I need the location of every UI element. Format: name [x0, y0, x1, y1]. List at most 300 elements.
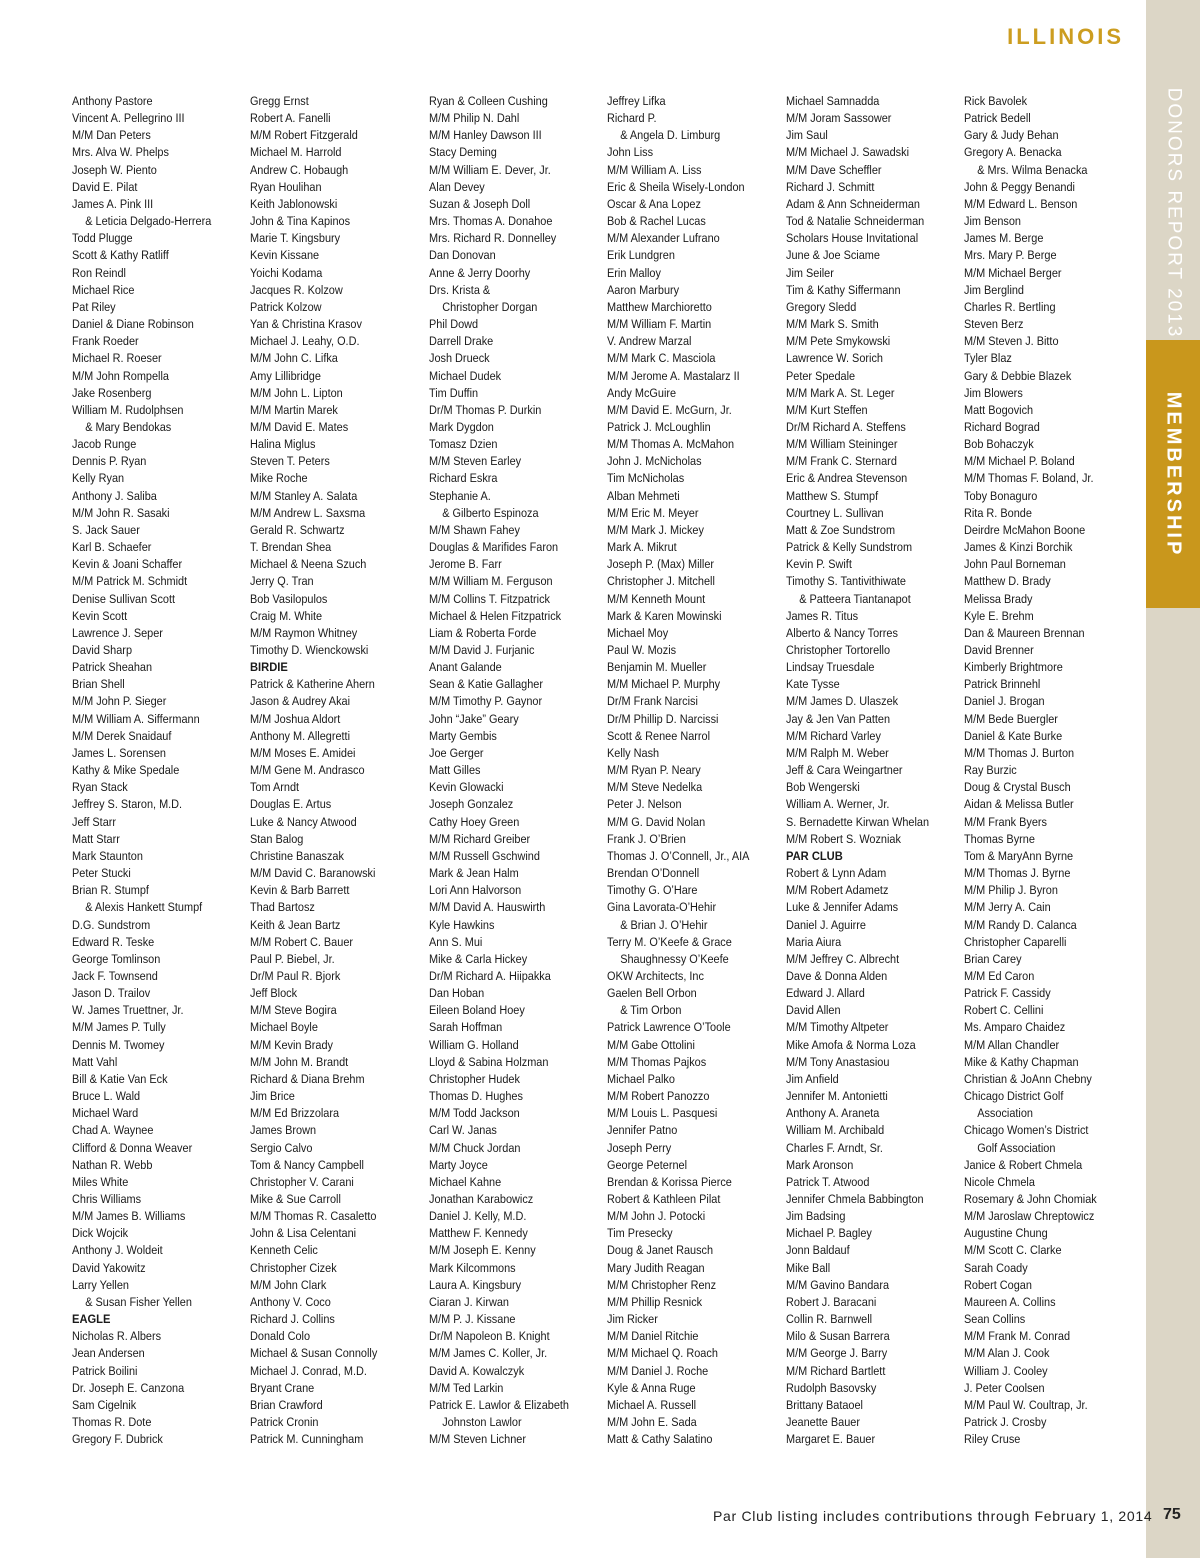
donor-name: M/M John M. Brandt — [250, 1054, 349, 1069]
donor-name: Riley Cruse — [964, 1432, 1021, 1447]
donor-name: Mrs. Mary P. Berge — [964, 248, 1057, 263]
donor-name: Jennifer M. Antonietti — [786, 1089, 888, 1104]
donor-name: M/M Philip J. Byron — [964, 883, 1058, 898]
donor-name: Dr/M Thomas P. Durkin — [429, 402, 542, 417]
donor-name: Frank Roeder — [72, 334, 139, 349]
donor-name: John & Peggy Benandi — [964, 179, 1075, 194]
donor-name: Richard J. Schmitt — [786, 179, 875, 194]
donor-name: M/M Tony Anastasiou — [786, 1054, 890, 1069]
donor-name: David A. Kowalczyk — [429, 1363, 525, 1378]
donor-name: Jonn Baldauf — [786, 1243, 850, 1258]
donor-name: David E. Pilat — [72, 179, 138, 194]
donor-name: Michael & Neena Szuch — [250, 557, 367, 572]
donor-name: Anthony V. Coco — [250, 1294, 331, 1309]
donor-name: Michael Moy — [607, 625, 669, 640]
donor-name: James Brown — [250, 1123, 317, 1138]
donor-name: Alban Mehmeti — [607, 488, 680, 503]
donor-name: Matthew F. Kennedy — [429, 1226, 528, 1241]
donor-name: Dr/M Richard A. Hiipakka — [429, 968, 551, 983]
donor-name: Janice & Robert Chmela — [964, 1157, 1083, 1172]
donor-name: Kevin Glowacki — [429, 780, 504, 795]
donor-name: M/M John Rompella — [72, 368, 169, 383]
donor-name: Christopher J. Mitchell — [607, 574, 715, 589]
donor-name: Eric & Sheila Wisely-London — [607, 179, 745, 194]
donor-name: Maria Aiura — [786, 934, 842, 949]
donor-name: M/M John L. Lipton — [250, 385, 343, 400]
donor-name: Jason D. Trailov — [72, 986, 151, 1001]
report-title: DONORS REPORT 2013 — [1163, 87, 1184, 339]
donor-name: Patrick Cronin — [250, 1415, 319, 1430]
donor-name: Erin Malloy — [607, 265, 661, 280]
donor-name: Douglas E. Artus — [250, 797, 332, 812]
donor-name: Courtney L. Sullivan — [786, 505, 884, 520]
donor-name: Milo & Susan Barrera — [786, 1329, 890, 1344]
donor-name: Joe Gerger — [429, 745, 484, 760]
donor-name: M/M Timothy P. Gaynor — [429, 694, 543, 709]
donor-name: Tyler Blaz — [964, 351, 1012, 366]
donor-name: Patrick & Kelly Sundstrom — [786, 540, 913, 555]
donor-name: Jacques R. Kolzow — [250, 282, 343, 297]
donor-name: Alberto & Nancy Torres — [786, 625, 898, 640]
donor-name: Lloyd & Sabina Holzman — [429, 1054, 549, 1069]
donor-name: M/M John R. Sasaki — [72, 505, 170, 520]
donor-name: Matt Vahl — [72, 1054, 118, 1069]
donor-name: Mike & Kathy Chapman — [964, 1054, 1079, 1069]
donor-name: Tomasz Dzien — [429, 437, 498, 452]
donor-name: OKW Architects, Inc — [607, 968, 704, 983]
donor-name: Chris Williams — [72, 1192, 142, 1206]
donor-name: Dennis P. Ryan — [72, 454, 147, 469]
donor-name: & Tim Orbon — [620, 1003, 682, 1018]
donor-name: M/M Ralph M. Weber — [786, 745, 889, 760]
donor-name: M/M Daniel J. Roche — [607, 1363, 709, 1378]
donor-name: Gregg Ernst — [250, 94, 309, 108]
donor-name: M/M Jerry A. Cain — [964, 900, 1051, 915]
donor-name: M/M Ed Brizzolara — [250, 1106, 340, 1121]
donor-name: Suzan & Joseph Doll — [429, 196, 531, 211]
donor-name: David Brenner — [964, 643, 1034, 657]
donor-name: Mike & Sue Carroll — [250, 1192, 341, 1206]
donor-name: M/M Joshua Aldort — [250, 711, 341, 726]
donor-name: Robert Cogan — [964, 1277, 1032, 1292]
donor-name: Laura A. Kingsbury — [429, 1277, 522, 1292]
donor-name: Jacob Runge — [72, 437, 137, 452]
donor-name: Anne & Jerry Doorhy — [429, 265, 531, 280]
donor-name: Matthew D. Brady — [964, 574, 1051, 589]
state-heading: ILLINOIS — [1007, 24, 1124, 49]
donor-name: Nicholas R. Albers — [72, 1329, 162, 1344]
donor-name: Michael A. Russell — [607, 1397, 697, 1412]
donor-name: M/M Jaroslaw Chreptowicz — [964, 1209, 1095, 1224]
donor-name: Andrew C. Hobaugh — [250, 162, 349, 177]
donor-name: M/M Allan Chandler — [964, 1037, 1060, 1052]
donor-name: M/M Jerome A. Mastalarz II — [607, 368, 740, 383]
donor-name: Rick Bavolek — [964, 94, 1028, 108]
donor-name: Marie T. Kingsbury — [250, 231, 341, 246]
donor-name: Jonathan Karabowicz — [429, 1192, 534, 1206]
donor-name: M/M Mark J. Mickey — [607, 522, 704, 537]
donor-name: Daniel & Diane Robinson — [72, 317, 194, 332]
donor-name: M/M William E. Dever, Jr. — [429, 162, 551, 177]
donor-name: M/M John Clark — [250, 1277, 327, 1292]
donor-name: Dan & Maureen Brennan — [964, 625, 1085, 640]
donor-name: M/M Robert Fitzgerald — [250, 128, 358, 143]
donor-name: Peter Spedale — [786, 368, 856, 383]
donor-name: Ray Burzic — [964, 763, 1017, 778]
donor-name: Daniel J. Aguirre — [786, 917, 867, 932]
donor-name: M/M Steven J. Bitto — [964, 334, 1059, 349]
footer-note: Par Club listing includes contributions through February 1, 2014 — [713, 1508, 1153, 1524]
donor-name: Scott & Renee Narrol — [607, 728, 711, 743]
donor-name: Mary Judith Reagan — [607, 1260, 705, 1275]
donor-name: Toby Bonaguro — [964, 488, 1038, 503]
donor-name: M/M James B. Williams — [72, 1209, 186, 1224]
donor-name: M/M Michael P. Murphy — [607, 677, 721, 692]
donor-name: Christine Banaszak — [250, 848, 344, 863]
donor-name: M/M Robert S. Wozniak — [786, 831, 901, 846]
donor-name: M/M Todd Jackson — [429, 1106, 520, 1121]
donor-name: Mark Staunton — [72, 848, 143, 863]
donor-name: M/M David E. McGurn, Jr. — [607, 402, 732, 417]
donor-column-2 — [250, 93, 428, 1448]
donor-name: M/M Michael Q. Roach — [607, 1346, 718, 1361]
donor-name: Sarah Hoffman — [429, 1020, 503, 1035]
donor-name: Adam & Ann Schneiderman — [786, 196, 920, 211]
donor-name: Carl W. Janas — [429, 1123, 497, 1138]
donor-name: Tod & Natalie Schneiderman — [786, 214, 925, 229]
donor-name: Lawrence J. Seper — [72, 625, 163, 640]
donor-name: Thomas R. Dote — [72, 1415, 152, 1430]
donor-name: Drs. Krista & — [429, 282, 491, 297]
donor-name: M/M Frank Byers — [964, 814, 1048, 829]
donor-name: William M. Archibald — [786, 1123, 885, 1138]
donor-name: M/M Thomas J. Burton — [964, 745, 1075, 760]
donor-name: Thomas Byrne — [964, 831, 1035, 846]
donor-name: Kyle & Anna Ruge — [607, 1380, 696, 1395]
donor-name: Jeff Starr — [72, 814, 117, 829]
donor-name: Larry Yellen — [72, 1277, 129, 1292]
donor-column-1 — [72, 93, 250, 1448]
donor-name: M/M Kevin Brady — [250, 1037, 334, 1052]
donor-name: Keith & Jean Bartz — [250, 917, 341, 932]
donor-name: M/M John J. Potocki — [607, 1209, 706, 1224]
donor-name: Ron Reindl — [72, 265, 126, 280]
donor-name: John “Jake” Geary — [429, 711, 519, 726]
donor-name: Chad A. Waynee — [72, 1123, 154, 1138]
donor-name: Rosemary & John Chomiak — [964, 1192, 1097, 1206]
donor-name: Mrs. Richard R. Donnelley — [429, 231, 557, 246]
page-number: 75 — [1163, 1506, 1181, 1523]
donor-name: Gary & Debbie Blazek — [964, 368, 1072, 383]
donor-name: Joseph P. (Max) Miller — [607, 557, 715, 572]
donor-name: John & Lisa Celentani — [250, 1226, 357, 1241]
donor-name: M/M G. David Nolan — [607, 814, 706, 829]
donor-name: Joseph Gonzalez — [429, 797, 514, 812]
donor-name: Stacy Deming — [429, 145, 497, 160]
donor-name: M/M Andrew L. Saxsma — [250, 505, 366, 520]
donor-name: Jim Seiler — [786, 265, 834, 280]
donor-name: Vincent A. Pellegrino III — [72, 111, 185, 126]
donor-name: Bob Bohaczyk — [964, 437, 1034, 452]
donor-name: M/M Hanley Dawson III — [429, 128, 542, 143]
donor-name: Michael Rice — [72, 282, 135, 297]
donor-name: Jennifer Chmela Babbington — [786, 1192, 924, 1206]
donor-name: John Paul Borneman — [964, 557, 1066, 572]
donor-name: Dr/M Phillip D. Narcissi — [607, 711, 719, 726]
section-heading: PAR CLUB — [786, 848, 843, 863]
donor-name: Michael Palko — [607, 1071, 675, 1086]
donor-name: David Sharp — [72, 643, 133, 657]
donor-name: & Angela D. Limburg — [620, 128, 721, 143]
donor-name: Johnston Lawlor — [442, 1415, 522, 1430]
donor-name: Jack F. Townsend — [72, 968, 158, 983]
donor-name: M/M Thomas A. McMahon — [607, 437, 735, 452]
donor-name: M/M Daniel Ritchie — [607, 1329, 699, 1344]
donor-name: Kenneth Celic — [250, 1243, 318, 1258]
donor-name: Matt & Zoe Sundstrom — [786, 522, 896, 537]
donor-name: Tim McNicholas — [607, 471, 685, 486]
donor-name: Anant Galande — [429, 660, 502, 675]
donor-name: Jim Berglind — [964, 282, 1025, 297]
donor-name: Richard & Diana Brehm — [250, 1071, 365, 1086]
donor-name: M/M Ed Caron — [964, 968, 1035, 983]
donor-name: David Allen — [786, 1003, 841, 1018]
donor-name: Matt Bogovich — [964, 402, 1034, 417]
donor-name: M/M David A. Hauswirth — [429, 900, 546, 915]
donor-name: Tom & MaryAnn Byrne — [964, 848, 1074, 863]
donor-name: Brian Crawford — [250, 1397, 323, 1412]
donor-name: Sam Cigelnik — [72, 1397, 137, 1412]
donor-name: M/M Moses E. Amidei — [250, 745, 356, 760]
donor-name: Jim Saul — [786, 128, 828, 143]
donor-name: Mike Ball — [786, 1260, 831, 1275]
donor-name: Gerald R. Schwartz — [250, 522, 345, 537]
donor-name: Ann S. Mui — [429, 934, 483, 949]
donor-name: Gaelen Bell Orbon — [607, 986, 697, 1001]
donor-name: Jim Brice — [250, 1089, 295, 1104]
donor-name: M/M Dan Peters — [72, 128, 151, 143]
donor-name: Andy McGuire — [607, 385, 677, 400]
donor-name: Phil Dowd — [429, 317, 479, 332]
donor-name: Kevin Scott — [72, 608, 128, 623]
donor-name: Brendan & Korissa Pierce — [607, 1174, 732, 1189]
donor-name: M/M Stanley A. Salata — [250, 488, 358, 503]
donor-name: M/M David C. Baranowski — [250, 866, 376, 881]
donor-name: Cathy Hoey Green — [429, 814, 520, 829]
donor-name: M/M Alexander Lufrano — [607, 231, 720, 246]
donor-name: Scott & Kathy Ratliff — [72, 248, 169, 263]
donor-name: M/M Steven Earley — [429, 454, 522, 469]
donor-name: Christopher Dorgan — [442, 299, 538, 314]
donor-name: M/M P. J. Kissane — [429, 1312, 516, 1327]
donor-name: William J. Cooley — [964, 1363, 1048, 1378]
donor-name: & Gilberto Espinoza — [442, 505, 539, 520]
donor-name: M/M Christopher Renz — [607, 1277, 717, 1292]
donor-name: Scholars House Invitational — [786, 231, 919, 246]
donor-name: M/M George J. Barry — [786, 1346, 888, 1361]
donor-name: Anthony Pastore — [72, 94, 153, 108]
donor-name: Michael Ward — [72, 1106, 139, 1121]
donor-name: M/M Paul W. Coultrap, Jr. — [964, 1397, 1088, 1412]
donor-name: Edward J. Allard — [786, 986, 865, 1001]
donor-name: James M. Berge — [964, 231, 1044, 246]
donor-name: Mark Kilcommons — [429, 1260, 516, 1275]
donor-name: M/M Alan J. Cook — [964, 1346, 1050, 1361]
donor-name: M/M David J. Furjanic — [429, 643, 535, 657]
donor-name: Thomas J. O’Connell, Jr., AIA — [607, 848, 750, 863]
donor-name: & Brian J. O’Hehir — [620, 917, 708, 932]
donor-name: Denise Sullivan Scott — [72, 591, 176, 606]
donor-name: Edward R. Teske — [72, 934, 155, 949]
donor-name: Richard Bograd — [964, 419, 1040, 434]
donor-name: Jeffrey Lifka — [607, 94, 666, 108]
donor-name: M/M Richard Greiber — [429, 831, 531, 846]
donor-name: Stan Balog — [250, 831, 304, 846]
donor-name: Timothy G. O’Hare — [607, 883, 698, 898]
donor-name: M/M Michael J. Sawadski — [786, 145, 910, 160]
donor-name: Frank J. O’Brien — [607, 831, 686, 846]
donor-name: Gary & Judy Behan — [964, 128, 1059, 143]
donor-name: S. Jack Sauer — [72, 522, 140, 537]
donor-name: T. Brendan Shea — [250, 540, 332, 555]
donor-name: Thomas D. Hughes — [429, 1089, 523, 1104]
donor-name: Christopher Caparelli — [964, 934, 1067, 949]
donor-name: Anthony A. Araneta — [786, 1106, 880, 1121]
donor-name: George Peternel — [607, 1157, 688, 1172]
donor-name: M/M Robert C. Bauer — [250, 934, 354, 949]
donor-name: Michael M. Harrold — [250, 145, 342, 160]
donor-name: Gregory A. Benacka — [964, 145, 1062, 160]
donor-name: Rudolph Basovsky — [786, 1380, 877, 1395]
donor-name: M/M Gavino Bandara — [786, 1277, 890, 1292]
donor-name: Shaughnessy O’Keefe — [620, 951, 729, 966]
donor-name: & Alexis Hankett Stumpf — [85, 900, 203, 915]
donor-name: Craig M. White — [250, 608, 323, 623]
donor-name: M/M Gene M. Andrasco — [250, 763, 365, 778]
donor-name: Robert C. Cellini — [964, 1003, 1044, 1018]
donor-name: Bob Vasilopulos — [250, 591, 328, 606]
donor-name: Benjamin M. Mueller — [607, 660, 707, 675]
donor-name: James A. Pink III — [72, 196, 154, 211]
donor-name: S. Bernadette Kirwan Whelan — [786, 814, 930, 829]
donor-name: M/M Ted Larkin — [429, 1380, 504, 1395]
donor-name: M/M Raymon Whitney — [250, 625, 358, 640]
donor-name: Jason & Audrey Akai — [250, 694, 351, 709]
donor-name: M/M James C. Koller, Jr. — [429, 1346, 548, 1361]
donor-name: Nathan R. Webb — [72, 1157, 153, 1172]
donor-name: Mark Dygdon — [429, 419, 494, 434]
donor-name: Jennifer Patno — [607, 1123, 678, 1138]
donor-name: Michael Dudek — [429, 368, 502, 383]
donor-name: Steven Berz — [964, 317, 1024, 332]
donor-name: Mark Aronson — [786, 1157, 854, 1172]
donor-name: Matt Starr — [72, 831, 120, 846]
donor-name: Daniel J. Brogan — [964, 694, 1045, 709]
donor-name: Nicole Chmela — [964, 1174, 1035, 1189]
donor-name: Doug & Crystal Busch — [964, 780, 1071, 795]
donor-name: Eric & Andrea Stevenson — [786, 471, 908, 486]
donor-name: Timothy D. Wienckowski — [250, 643, 369, 657]
donor-name: Kevin Kissane — [250, 248, 320, 263]
donor-name: Kate Tysse — [786, 677, 840, 692]
donor-name: Kevin & Barb Barrett — [250, 883, 350, 898]
donor-name: Ryan & Colleen Cushing — [429, 94, 548, 108]
donor-name: Gina Lavorata-O’Hehir — [607, 900, 717, 915]
donor-name: Mark & Karen Mowinski — [607, 608, 722, 623]
donor-column-5 — [786, 93, 964, 1448]
donor-name: Patrick E. Lawlor & Elizabeth — [429, 1397, 570, 1412]
donor-name: Tim Presecky — [607, 1226, 673, 1241]
donor-name: M/M Louis L. Pasquesi — [607, 1106, 718, 1121]
donor-name: Jim Badsing — [786, 1209, 846, 1224]
donor-name: Patrick Lawrence O’Toole — [607, 1020, 731, 1035]
donor-name: M/M Frank C. Sternard — [786, 454, 897, 469]
donor-name: Matt Gilles — [429, 763, 481, 778]
donor-name: M/M Michael P. Boland — [964, 454, 1075, 469]
membership-tab — [1146, 340, 1200, 608]
donor-name: Dr/M Frank Narcisi — [607, 694, 698, 709]
donor-name: Patrick Sheahan — [72, 660, 153, 675]
donor-name: Mrs. Thomas A. Donahoe — [429, 214, 553, 229]
donor-name: M/M Michael Berger — [964, 265, 1062, 280]
donor-name: James & Kinzi Borchik — [964, 540, 1073, 555]
donor-name: M/M Shawn Fahey — [429, 522, 520, 537]
donor-name: Jeff & Cara Weingartner — [786, 763, 903, 778]
donor-name: Darrell Drake — [429, 334, 494, 349]
donor-name: Robert A. Fanelli — [250, 111, 331, 126]
donor-name: Gregory Sledd — [786, 299, 857, 314]
donor-name: Peter J. Nelson — [607, 797, 682, 812]
donor-name: Joseph Perry — [607, 1140, 672, 1155]
donor-name: M/M Steven Lichner — [429, 1432, 526, 1447]
donor-name: Patrick & Katherine Ahern — [250, 677, 375, 692]
donor-name: Christian & JoAnn Chebny — [964, 1071, 1092, 1086]
donor-name: Dave & Donna Alden — [786, 968, 888, 983]
donor-name: Jeanette Bauer — [786, 1415, 860, 1430]
donor-name: M/M Jeffrey C. Albrecht — [786, 951, 900, 966]
donor-name: Paul P. Biebel, Jr. — [250, 951, 335, 966]
donor-name: & Mrs. Wilma Benacka — [977, 162, 1088, 177]
donor-name: Patrick J. Crosby — [964, 1415, 1047, 1430]
donor-name: Mike Roche — [250, 471, 308, 486]
donor-name: Jake Rosenberg — [72, 385, 152, 400]
donor-name: Alan Devey — [429, 179, 485, 194]
donor-name: M/M Randy D. Calanca — [964, 917, 1077, 932]
donor-name: Dan Hoban — [429, 986, 485, 1001]
donor-name: Dick Wojcik — [72, 1226, 129, 1241]
donor-name: Bryant Crane — [250, 1380, 315, 1395]
donor-name: Chicago District Golf — [964, 1089, 1064, 1104]
donor-name: Steven T. Peters — [250, 454, 330, 469]
donor-name: Yan & Christina Krasov — [250, 317, 362, 332]
donor-name: Pat Riley — [72, 299, 116, 314]
donor-name: M/M William A. Siffermann — [72, 711, 200, 726]
donor-name: Lawrence W. Sorich — [786, 351, 883, 366]
donor-name: Thad Bartosz — [250, 900, 315, 915]
donor-name: Mike & Carla Hickey — [429, 951, 528, 966]
donor-name: Marty Gembis — [429, 728, 497, 743]
donor-name: M/M Martin Marek — [250, 402, 338, 417]
donor-name: Daniel & Kate Burke — [964, 728, 1063, 743]
donor-name: June & Joe Sciame — [786, 248, 880, 263]
donor-name: Joseph W. Piento — [72, 162, 157, 177]
donor-name: Maureen A. Collins — [964, 1294, 1056, 1309]
donor-name: Rita R. Bonde — [964, 505, 1032, 520]
donor-name: Gregory F. Dubrick — [72, 1432, 163, 1447]
donor-name: M/M William F. Martin — [607, 317, 712, 332]
donor-name: Charles F. Arndt, Sr. — [786, 1140, 883, 1155]
donor-name: Richard J. Collins — [250, 1312, 335, 1327]
